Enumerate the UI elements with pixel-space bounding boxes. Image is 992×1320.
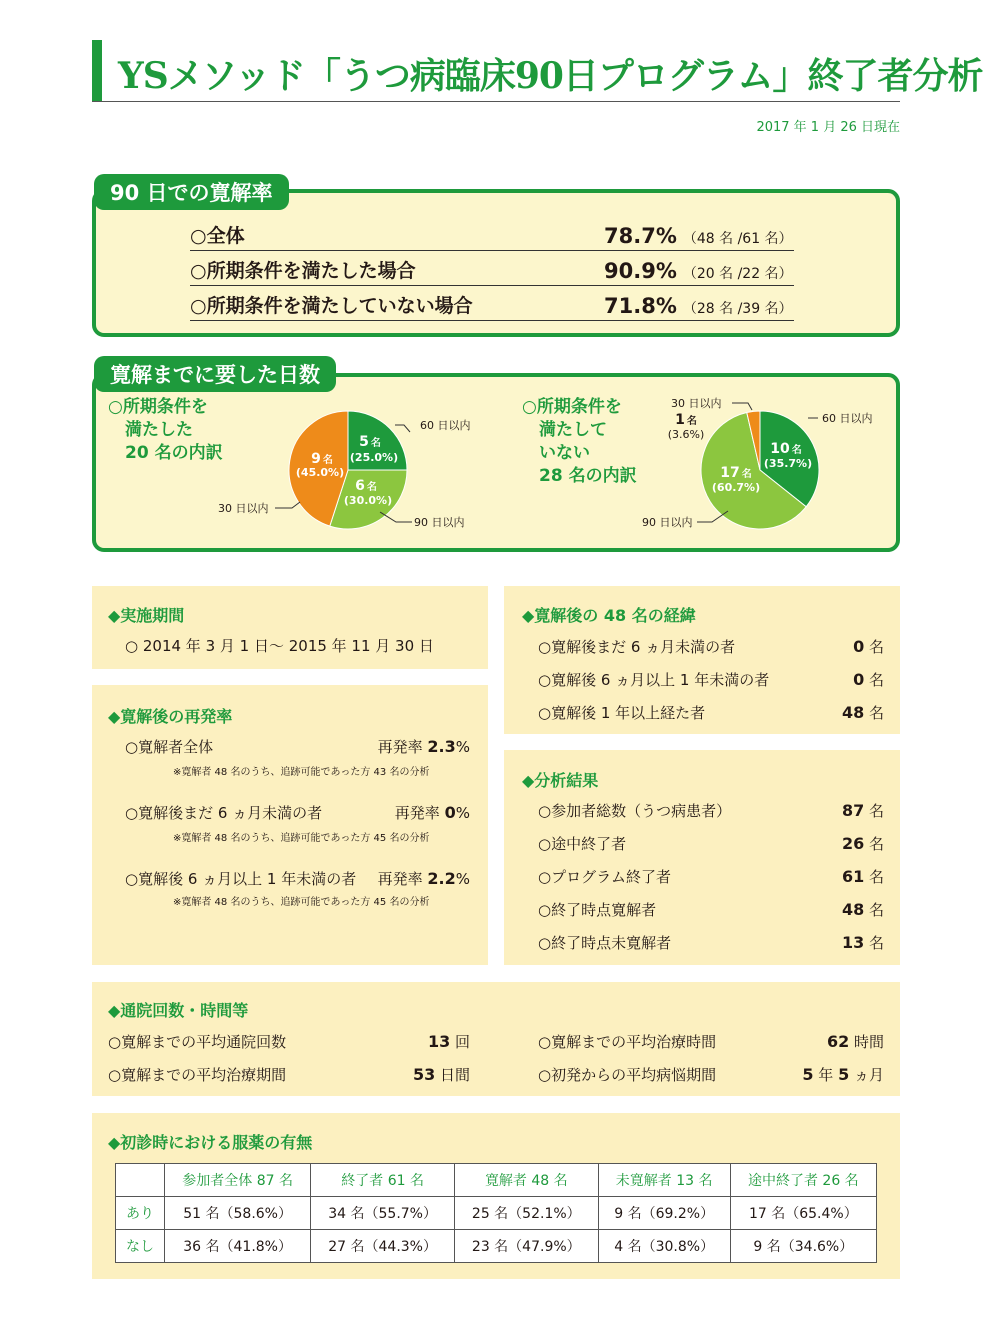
table-row — [116, 1197, 877, 1230]
table-cell: 51 名（58.6%） — [165, 1197, 311, 1230]
table-row — [116, 1230, 877, 1263]
analysis-row-label: ○プログラム終了者 — [538, 868, 671, 886]
period-panel — [92, 586, 488, 669]
pie1-slice-60-count: 5 名 — [359, 434, 381, 450]
relapse-row-label: ○寛解者全体 — [125, 738, 214, 756]
analysis-row-value: 48 名 — [841, 900, 884, 919]
followup-row-label: ○寛解後 1 年以上経た者 — [538, 704, 706, 722]
pie1-slice-30-pct: (45.0%) — [295, 466, 345, 479]
period-text: ○ 2014 年 3 月 1 日～ 2015 年 11 月 30 日 — [125, 637, 434, 655]
pie1-label-30: 30 日以内 — [218, 502, 269, 515]
analysis-row-value: 61 名 — [841, 867, 884, 886]
analysis-row-label: ○参加者総数（うつ病患者） — [538, 802, 732, 820]
relapse-row-note: ※寛解者 48 名のうち、追跡可能であった方 45 名の分析 — [173, 833, 430, 844]
visits-left-label: ○寛解までの平均治療期間 — [108, 1066, 287, 1084]
followup-head: ◆寛解後の 48 名の経緯 — [522, 606, 696, 625]
followup-row-label: ○寛解後まだ 6 ヵ月未満の者 — [538, 638, 736, 656]
analysis-row-value: 87 名 — [841, 801, 884, 820]
visits-left-label: ○寛解までの平均通院回数 — [108, 1033, 287, 1051]
pie1-slice-90-pct: (30.0%) — [343, 494, 393, 507]
pie1-title: ○所期条件を 満たした 20 名の内訳 — [108, 397, 223, 463]
pie2-slice-30-count: 1 名 — [675, 412, 697, 428]
pie2-slice-30-pct: (3.6%) — [667, 428, 705, 441]
medication-table — [115, 1163, 877, 1263]
pie2-title: ○所期条件を 満たして いない 28 名の内訳 — [522, 397, 637, 486]
table-row-header: なし — [116, 1230, 165, 1263]
analysis-row-label: ○途中終了者 — [538, 835, 627, 853]
analysis-row-label: ○終了時点寛解者 — [538, 901, 657, 919]
days-tab: 寛解までに要した日数 — [94, 356, 336, 392]
visits-head: ◆通院回数・時間等 — [108, 1001, 249, 1020]
rate-label: ○所期条件を満たしていない場合 — [190, 295, 473, 317]
pie2-slice-60-pct: (35.7%) — [763, 457, 813, 470]
table-cell: 9 名（34.6%） — [730, 1230, 876, 1263]
analysis-head: ◆分析結果 — [522, 771, 599, 790]
table-cell: 23 名（47.9%） — [454, 1230, 598, 1263]
period-head: ◆実施期間 — [108, 606, 185, 625]
rate-label: ○所期条件を満たした場合 — [190, 260, 416, 282]
remission-rate-tab: 90 日での寛解率 — [94, 174, 289, 210]
pie-charts — [0, 0, 992, 600]
pie1-slice-60-pct: (25.0%) — [349, 451, 399, 464]
pie2-label-60: 60 日以内 — [822, 412, 873, 425]
table-col-header: 未寛解者 13 名 — [598, 1164, 730, 1197]
page-title: YSメソッド「うつ病臨床90日プログラム」終了者分析 — [118, 55, 983, 97]
table-cell: 34 名（55.7%） — [311, 1197, 455, 1230]
relapse-panel — [92, 685, 488, 965]
followup-row-value: 0 名 — [853, 670, 884, 689]
table-cell: 27 名（44.3%） — [311, 1230, 455, 1263]
table-corner — [116, 1164, 165, 1197]
pie1-label-90: 90 日以内 — [414, 516, 465, 529]
visits-right-label: ○寛解までの平均治療時間 — [538, 1033, 717, 1051]
followup-row-value: 48 名 — [841, 703, 884, 722]
pie2-label-90: 90 日以内 — [642, 516, 693, 529]
followup-row-value: 0 名 — [853, 637, 884, 656]
relapse-row-note: ※寛解者 48 名のうち、追跡可能であった方 43 名の分析 — [173, 767, 430, 778]
pie2-slice-90-count: 17 名 — [720, 465, 752, 481]
table-cell: 25 名（52.1%） — [454, 1197, 598, 1230]
visits-right-label: ○初発からの平均病悩期間 — [538, 1066, 717, 1084]
pie2-slice-90-pct: (60.7%) — [711, 481, 761, 494]
relapse-row-rate: 再発率 2.2% — [377, 869, 470, 888]
table-col-header: 途中終了者 26 名 — [730, 1164, 876, 1197]
table-row-header: あり — [116, 1197, 165, 1230]
rate-value: 71.8% （28 名 /39 名） — [604, 294, 793, 318]
pie1-leader-30 — [275, 502, 300, 508]
report-date: 2017 年 1 月 26 日現在 — [756, 120, 900, 135]
pie2-chart — [701, 411, 819, 529]
table-cell: 9 名（69.2%） — [598, 1197, 730, 1230]
table-col-header: 終了者 61 名 — [311, 1164, 455, 1197]
table-col-header: 参加者全体 87 名 — [165, 1164, 311, 1197]
relapse-row-note: ※寛解者 48 名のうち、追跡可能であった方 45 名の分析 — [173, 897, 430, 908]
visits-left-value: 13 回 — [427, 1032, 470, 1051]
visits-right-value: 5 年 5 ヵ月 — [802, 1065, 884, 1084]
analysis-row-value: 13 名 — [841, 933, 884, 952]
pie1-label-60: 60 日以内 — [420, 419, 471, 432]
table-col-header: 寛解者 48 名 — [454, 1164, 598, 1197]
table-cell: 36 名（41.8%） — [165, 1230, 311, 1263]
pie2-label-30: 30 日以内 — [671, 397, 722, 410]
medication-head: ◆初診時における服薬の有無 — [108, 1133, 313, 1152]
analysis-row-value: 26 名 — [841, 834, 884, 853]
table-cell: 17 名（65.4%） — [730, 1197, 876, 1230]
relapse-row-label: ○寛解後 6 ヵ月以上 1 年未満の者 — [125, 870, 357, 888]
pie2-slice-60-count: 10 名 — [770, 441, 802, 457]
relapse-head: ◆寛解後の再発率 — [108, 707, 233, 726]
rate-value: 78.7% （48 名 /61 名） — [604, 224, 793, 248]
rate-label: ○全体 — [190, 225, 245, 247]
visits-left-value: 53 日間 — [412, 1065, 470, 1084]
relapse-row-label: ○寛解後まだ 6 ヵ月未満の者 — [125, 804, 323, 822]
pie1-slice-30-count: 9 名 — [311, 451, 333, 467]
pie1-leader-60 — [395, 425, 410, 432]
analysis-row-label: ○終了時点未寛解者 — [538, 934, 672, 952]
pie1-slice-90-count: 6 名 — [355, 478, 377, 494]
relapse-row-rate: 再発率 2.3% — [377, 737, 470, 756]
pie2-leader-30 — [732, 403, 752, 410]
visits-right-value: 62 時間 — [826, 1032, 884, 1051]
table-cell: 4 名（30.8%） — [598, 1230, 730, 1263]
rate-value: 90.9% （20 名 /22 名） — [604, 259, 793, 283]
table-header-row — [116, 1164, 877, 1197]
followup-row-label: ○寛解後 6 ヵ月以上 1 年未満の者 — [538, 671, 770, 689]
relapse-row-rate: 再発率 0% — [394, 803, 470, 822]
